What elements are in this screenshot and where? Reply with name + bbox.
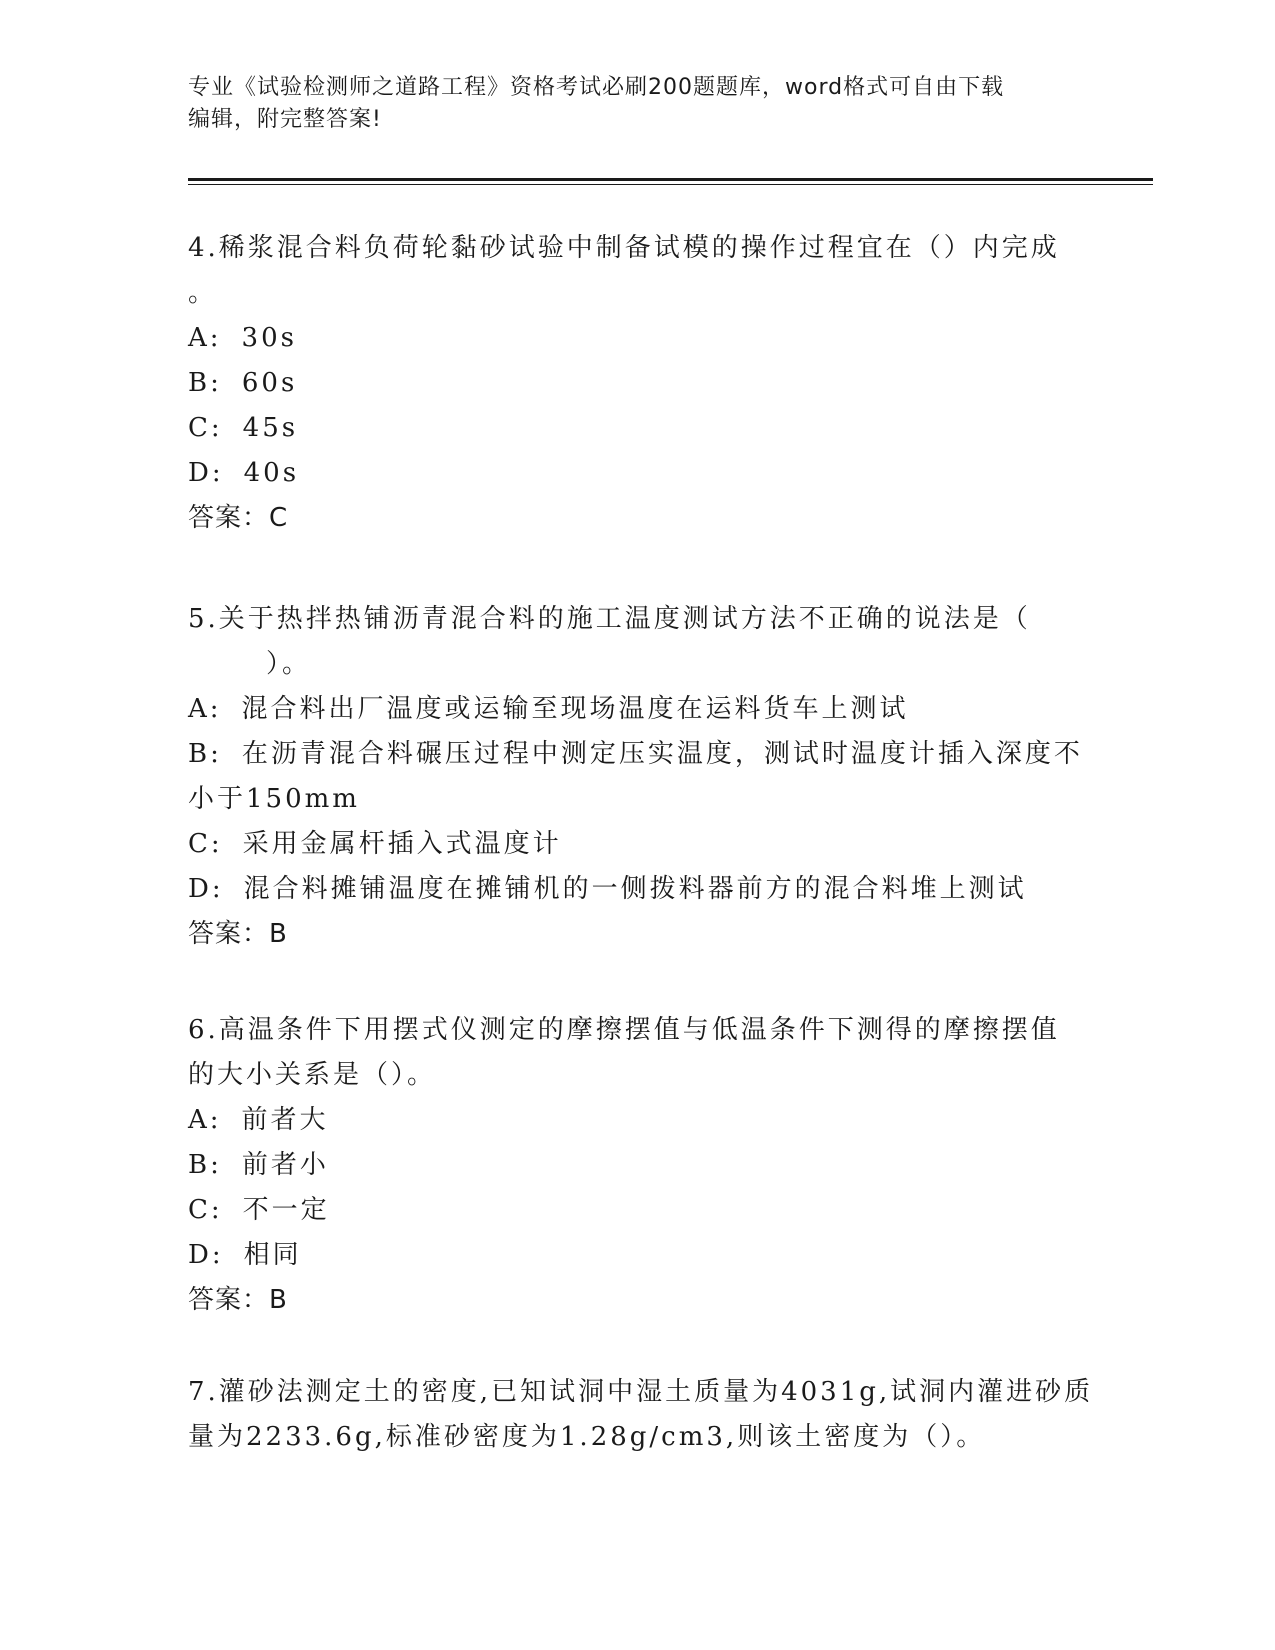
option-key: B: [188,368,222,398]
option-key: D: [188,1240,224,1270]
question-stem-cont: 量为2233.6g,标准砂密度为1.28g/cm3,则该土密度为（）。 [188,1422,986,1452]
option-key: A: [188,1105,222,1135]
option-key: A: [188,694,222,724]
option-text: 采用金属杆插入式温度计 [242,829,562,859]
option-a [188,687,1088,732]
option-key: A: [188,323,222,353]
option-b [188,732,1088,777]
option-text: 在沥青混合料碾压过程中测定压实温度，测试时温度计插入深度不 [241,739,1083,769]
question-6 [188,1008,1088,1323]
option-text: 前者大 [241,1105,329,1135]
question-stem: 4.稀浆混合料负荷轮黏砂试验中制备试模的操作过程宜在（）内完成 [188,233,1060,263]
option-text: 混合料摊铺温度在摊铺机的一侧拨料器前方的混合料堆上测试 [243,874,1027,904]
option-key: B: [188,739,222,769]
option-key: B: [188,1150,222,1180]
question-4 [188,226,1088,541]
question-7 [188,1370,1094,1460]
question-stem: 5.关于热拌热铺沥青混合料的施工温度测试方法不正确的说法是（ [188,604,1031,634]
question-stem-cont: ）。 [266,649,312,679]
question-5 [188,597,1088,957]
option-text: 40s [243,458,300,488]
option-d [188,1233,1088,1278]
option-b [188,361,1088,406]
option-text: 60s [241,368,298,398]
option-a [188,1098,1088,1143]
answer: 答案：B [188,1285,288,1315]
option-b [188,1143,1088,1188]
option-text: 混合料出厂温度或运输至现场温度在运料货车上测试 [241,694,909,724]
option-key: C: [188,1195,223,1225]
option-text: 不一定 [242,1195,330,1225]
option-text: 45s [242,413,299,443]
header-divider-thin [188,184,1153,185]
option-key: C: [188,413,223,443]
option-key: C: [188,829,223,859]
header-divider-thick [188,178,1153,181]
option-text: 30s [241,323,297,353]
page-header [188,72,1068,136]
question-stem-cont: 。 [188,278,218,308]
option-c [188,822,1088,867]
question-stem-cont: 的大小关系是（）。 [188,1060,437,1090]
option-key: D: [188,874,224,904]
question-stem: 6.高温条件下用摆式仪测定的摩擦摆值与低温条件下测得的摩擦摆值 [188,1015,1060,1045]
option-d [188,867,1088,912]
option-a [188,316,1088,361]
option-key: D: [188,458,224,488]
answer: 答案：B [188,919,288,949]
option-c [188,406,1088,451]
option-c [188,1188,1088,1233]
option-b-cont: 小于150mm [188,784,360,814]
option-text: 相同 [243,1240,302,1270]
option-d [188,451,1088,496]
answer: 答案：C [188,503,289,533]
option-text: 前者小 [241,1150,329,1180]
question-stem: 7.灌砂法测定土的密度,已知试洞中湿土质量为4031g,试洞内灌进砂质 [188,1377,1094,1407]
header-line-1: 专业《试验检测师之道路工程》资格考试必刷200题题库，word格式可自由下载 [188,75,1005,100]
header-line-2: 编辑，附完整答案! [188,107,382,132]
